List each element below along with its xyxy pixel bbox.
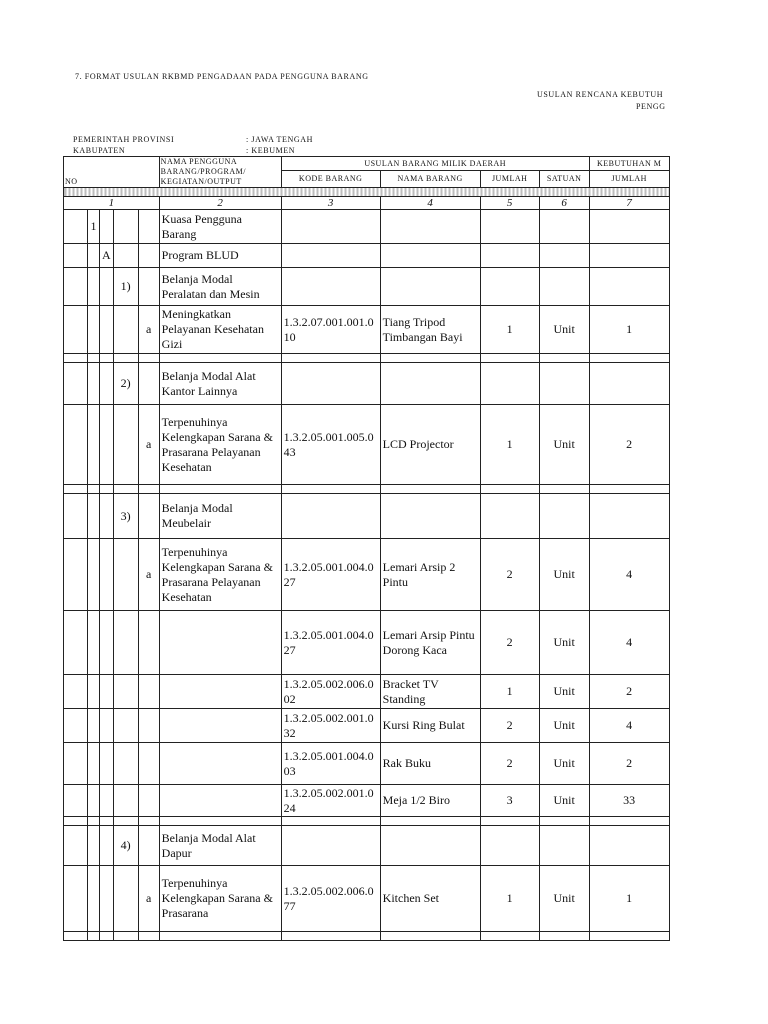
col-jumlah2-header: JUMLAH (589, 171, 669, 188)
table-row (64, 405, 670, 485)
kode-barang: 1.3.2.05.002.006.002 (281, 675, 380, 709)
index-1: 1 (64, 197, 160, 210)
satuan: Unit (539, 785, 589, 817)
table-row (64, 539, 670, 611)
table-row (64, 363, 670, 405)
index-3: 3 (281, 197, 380, 210)
format-title: 7. FORMAT USULAN RKBMD PENGADAAN PADA PENGGUNA BARANG (75, 72, 369, 81)
col-nama-pengguna-header (159, 157, 281, 188)
satuan: Unit (539, 675, 589, 709)
row-text: Meningkatkan Pelayanan Kesehatan Gizi (159, 306, 281, 354)
nama-barang: Bracket TV Standing (380, 675, 480, 709)
nama-barang: Meja 1/2 Biro (380, 785, 480, 817)
nama-pengguna-line3: KEGIATAN/OUTPUT (160, 177, 242, 186)
satuan: Unit (539, 539, 589, 611)
table-row (64, 268, 670, 306)
row-letter: A (100, 244, 114, 268)
kode-barang: 1.3.2.05.001.004.027 (281, 539, 380, 611)
row-text: Belanja Modal Peralatan dan Mesin (159, 268, 281, 306)
row-text: Belanja Modal Meubelair (159, 494, 281, 539)
row-subnumber: 2) (113, 363, 138, 405)
row-item-letter: a (138, 306, 159, 354)
jumlah-kebutuhan: 33 (589, 785, 669, 817)
jumlah: 2 (480, 709, 539, 743)
usulan-subtitle: PENGG (636, 102, 666, 111)
jumlah: 2 (480, 611, 539, 675)
row-item-letter: a (138, 405, 159, 485)
index-4: 4 (380, 197, 480, 210)
nama-barang: Lemari Arsip 2 Pintu (380, 539, 480, 611)
col-no-header: NO (64, 157, 160, 188)
jumlah: 1 (480, 675, 539, 709)
kabupaten-label: KABUPATEN (73, 146, 126, 155)
jumlah: 1 (480, 866, 539, 932)
table-row (64, 866, 670, 932)
table-row (64, 826, 670, 866)
table-row (64, 494, 670, 539)
nama-pengguna-line1: NAMA PENGGUNA (160, 157, 238, 166)
table-row (64, 611, 670, 675)
row-text: Program BLUD (159, 244, 281, 268)
kebutuhan-group-header: KEBUTUHAN M (589, 157, 669, 171)
nama-barang: LCD Projector (380, 405, 480, 485)
table-row (64, 675, 670, 709)
row-number: 1 (88, 210, 100, 244)
jumlah: 2 (480, 539, 539, 611)
nama-barang: Rak Buku (380, 743, 480, 785)
kabupaten-value: : KEBUMEN (246, 146, 296, 155)
row-text: Terpenuhinya Kelengkapan Sarana & Prasarana Pelayanan Kesehatan (159, 405, 281, 485)
index-5: 5 (480, 197, 539, 210)
row-text: Belanja Modal Alat Kantor Lainnya (159, 363, 281, 405)
jumlah: 3 (480, 785, 539, 817)
kode-barang: 1.3.2.07.001.001.010 (281, 306, 380, 354)
provinsi-value: : JAWA TENGAH (246, 135, 314, 144)
nama-barang: Tiang Tripod Timbangan Bayi (380, 306, 480, 354)
index-6: 6 (539, 197, 589, 210)
row-text: Kuasa Pengguna Barang (159, 210, 281, 244)
nama-barang: Kitchen Set (380, 866, 480, 932)
kode-barang: 1.3.2.05.002.006.077 (281, 866, 380, 932)
table-row (64, 210, 670, 244)
kode-barang: 1.3.2.05.002.001.032 (281, 709, 380, 743)
jumlah: 1 (480, 306, 539, 354)
jumlah-kebutuhan: 2 (589, 405, 669, 485)
kode-barang: 1.3.2.05.001.005.043 (281, 405, 380, 485)
satuan: Unit (539, 306, 589, 354)
jumlah-kebutuhan: 1 (589, 306, 669, 354)
usulan-group-header: USULAN BARANG MILIK DAERAH (281, 157, 589, 171)
row-subnumber: 4) (113, 826, 138, 866)
index-7: 7 (589, 197, 669, 210)
row-item-letter: a (138, 866, 159, 932)
row-subnumber: 3) (113, 494, 138, 539)
jumlah: 1 (480, 405, 539, 485)
header-pattern (64, 188, 670, 197)
jumlah-kebutuhan: 2 (589, 675, 669, 709)
table-row (64, 743, 670, 785)
satuan: Unit (539, 405, 589, 485)
satuan: Unit (539, 866, 589, 932)
jumlah-kebutuhan: 4 (589, 539, 669, 611)
table-row (64, 709, 670, 743)
col-jumlah-header: JUMLAH (480, 171, 539, 188)
kode-barang: 1.3.2.05.002.001.024 (281, 785, 380, 817)
usulan-title: USULAN RENCANA KEBUTUH (537, 90, 664, 99)
kode-barang: 1.3.2.05.001.004.003 (281, 743, 380, 785)
nama-barang: Kursi Ring Bulat (380, 709, 480, 743)
table-row (64, 785, 670, 817)
nama-pengguna-line2: BARANG/PROGRAM/ (160, 167, 246, 176)
rkbmd-table (63, 156, 670, 941)
jumlah-kebutuhan: 1 (589, 866, 669, 932)
row-text: Terpenuhinya Kelengkapan Sarana & Prasarana Pelayanan Kesehatan (159, 539, 281, 611)
col-satuan-header: SATUAN (539, 171, 589, 188)
jumlah-kebutuhan: 2 (589, 743, 669, 785)
satuan: Unit (539, 709, 589, 743)
jumlah: 2 (480, 743, 539, 785)
index-2: 2 (159, 197, 281, 210)
kode-barang: 1.3.2.05.001.004.027 (281, 611, 380, 675)
col-kode-header: KODE BARANG (281, 171, 380, 188)
provinsi-label: PEMERINTAH PROVINSI (73, 135, 175, 144)
nama-barang: Lemari Arsip Pintu Dorong Kaca (380, 611, 480, 675)
satuan: Unit (539, 611, 589, 675)
row-item-letter: a (138, 539, 159, 611)
jumlah-kebutuhan: 4 (589, 611, 669, 675)
row-text: Belanja Modal Alat Dapur (159, 826, 281, 866)
satuan: Unit (539, 743, 589, 785)
row-subnumber: 1) (113, 268, 138, 306)
table-row (64, 244, 670, 268)
row-text: Terpenuhinya Kelengkapan Sarana & Prasarana (159, 866, 281, 932)
col-nama-barang-header: NAMA BARANG (380, 171, 480, 188)
jumlah-kebutuhan: 4 (589, 709, 669, 743)
table-row (64, 306, 670, 354)
